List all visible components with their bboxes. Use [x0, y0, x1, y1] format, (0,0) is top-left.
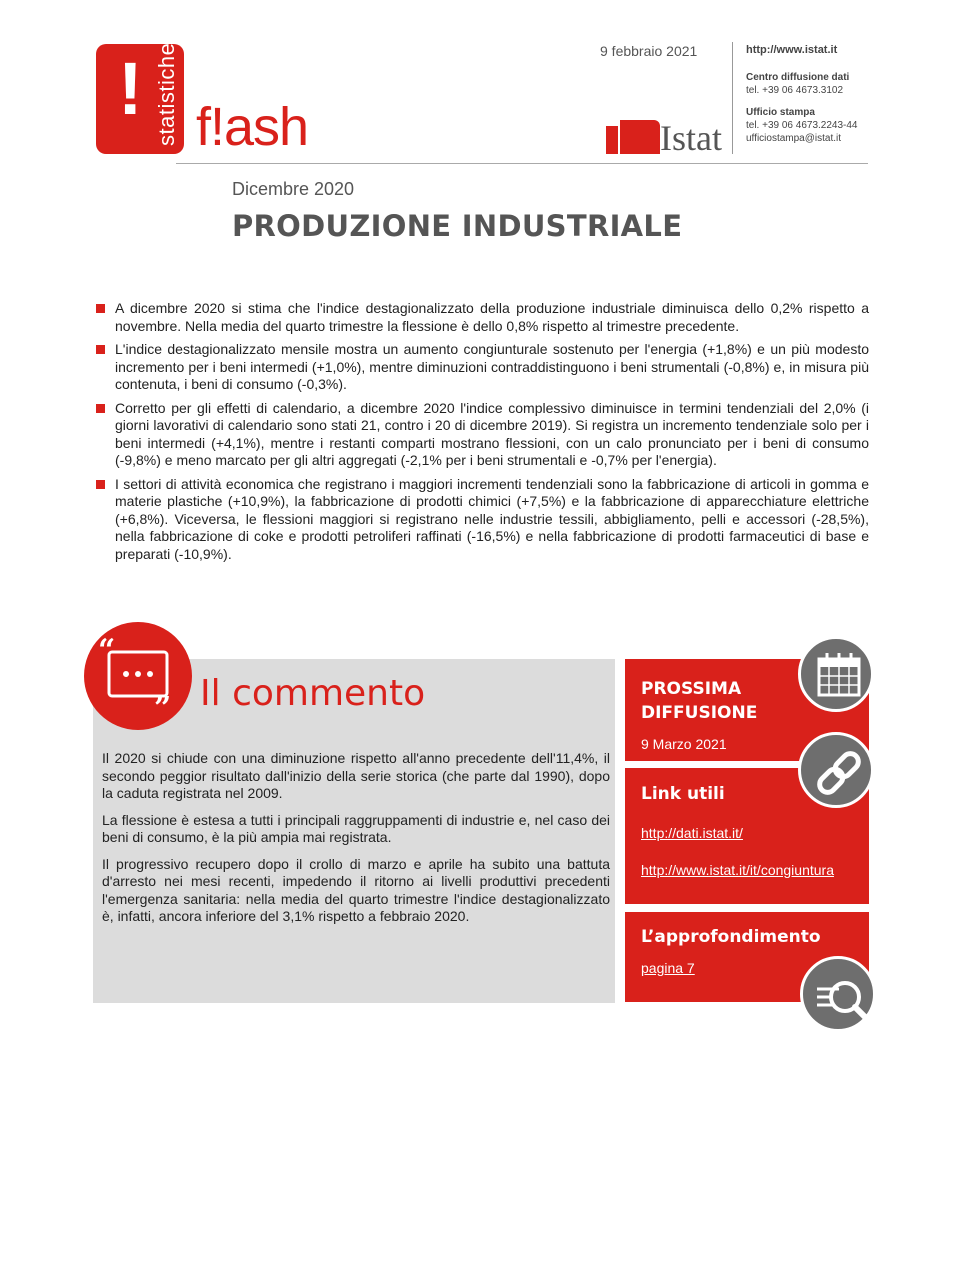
link-utili-title: Link utili	[641, 784, 725, 804]
istat-logo-icon	[606, 120, 658, 154]
page-title: PRODUZIONE INDUSTRIALE	[232, 209, 683, 243]
statistiche-flash-logo	[96, 44, 184, 154]
ufficio-email[interactable]: ufficiostampa@istat.it	[746, 133, 842, 144]
svg-text:”: ”	[154, 691, 172, 726]
logo-vertical-text: statistiche	[154, 42, 179, 146]
header-rule	[176, 163, 868, 164]
ufficio-label: Ufficio stampa	[746, 107, 815, 118]
bullet-square-icon	[96, 345, 105, 354]
commento-paragraph: Il 2020 si chiude con una diminuzione rispetto all'anno precedente dell'11,4%, il secondo peggior risultato dall'inizio della serie storica (che parte dal 1990), dopo la caduta registrata nel 2009.	[102, 750, 610, 801]
congiuntura-link[interactable]: http://www.istat.it/it/congiuntura	[641, 862, 834, 878]
commento-text	[102, 750, 610, 935]
highlight-item: Corretto per gli effetti di calendario, a dicembre 2020 l'indice complessivo diminuisce in termini tendenziali del 2,0% (i giorni lavorativi di calendario sono stati 21, contro i 20 di dicembre 2019). Si registra un incremento tendenziale solo per i beni intermedi (+4,1%), mentre i restanti comparti mostrano flessioni, con un calo pronunciato per i beni di consumo (-9,8%) e meno marcato per gli altri aggregati (-2,1% per i beni strumentali e -0,7% per l'energia).	[96, 400, 869, 470]
highlights-list	[96, 300, 869, 569]
period-label: Dicembre 2020	[232, 179, 355, 199]
calendar-icon	[798, 636, 874, 712]
logo-flash-text: f!ash	[196, 97, 309, 157]
svg-text:“: “	[98, 633, 116, 668]
dati-istat-link[interactable]: http://dati.istat.it/	[641, 825, 743, 841]
exclamation-icon: !	[118, 47, 143, 130]
header-divider	[732, 42, 733, 154]
commento-paragraph: Il progressivo recupero dopo il crollo di marzo e aprile ha subito una battuta d'arresto nei mesi recenti, impedendo il ritorno ai livelli produttivi precedenti l'emergenza sanitaria: nella media del quarto trimestre l'indice destagionalizzato è, infatti, ancora inferiore del 3,1% rispetto a febbraio 2020.	[102, 855, 610, 924]
highlight-item: A dicembre 2020 si stima che l'indice destagionalizzato della produzione industriale diminuisca dello 0,2% rispetto a novembre. Nella media del quarto trimestre la flessione è dello 0,8% rispetto al trimestre precedente.	[96, 300, 869, 335]
magnifier-document-icon	[800, 956, 876, 1032]
bullet-square-icon	[96, 304, 105, 313]
approfondimento-title: L’approfondimento	[641, 927, 821, 947]
highlight-item: L'indice destagionalizzato mensile mostra un aumento congiunturale sostenuto per l'energia (+1,8%) e un più modesto incremento per i beni intermedi (+1,0%), mentre diminuzioni contraddistinguono i beni strumentali (-0,8%) e, in misura più contenuta, i beni di consumo (-0,3%).	[96, 341, 869, 394]
chain-link-icon	[798, 732, 874, 808]
bullet-square-icon	[96, 480, 105, 489]
prossima-line1: PROSSIMA	[641, 679, 742, 699]
istat-logo-text: Istat	[660, 118, 722, 158]
centro-tel: tel. +39 06 4673.3102	[746, 85, 844, 96]
ufficio-tel: tel. +39 06 4673.2243-44	[746, 120, 858, 131]
istat-site-link[interactable]: http://www.istat.it	[746, 44, 838, 56]
bullet-square-icon	[96, 404, 105, 413]
commento-paragraph: La flessione è estesa a tutti i principali raggruppamenti di industrie e, nel caso dei beni di consumo, è la più ampia mai registrata.	[102, 811, 610, 845]
contact-info	[746, 44, 896, 145]
publication-date: 9 febbraio 2021	[600, 43, 698, 59]
comment-quote-icon	[84, 622, 192, 730]
commento-title: Il commento	[200, 673, 426, 714]
approfondimento-link[interactable]: pagina 7	[641, 960, 695, 976]
highlight-item: I settori di attività economica che registrano i maggiori incrementi tendenziali sono la fabbricazione di articoli in gomma e materie plastiche (+10,9%), la fabbricazione di prodotti chimici (+7,5%) e la fabbricazione di apparecchiature elettriche (+6,8%). Viceversa, le flessioni maggiori si registrano nelle industrie tessili, abbigliamento, pelli e accessori (-28,5%), nella fabbricazione di coke e prodotti petroliferi raffinati (-16,5%) e nella fabbricazione di prodotti farmaceutici di base e preparati (-10,9%).	[96, 476, 869, 564]
prossima-date: 9 Marzo 2021	[641, 736, 727, 752]
centro-label: Centro diffusione dati	[746, 72, 850, 83]
prossima-line2: DIFFUSIONE	[641, 703, 758, 723]
